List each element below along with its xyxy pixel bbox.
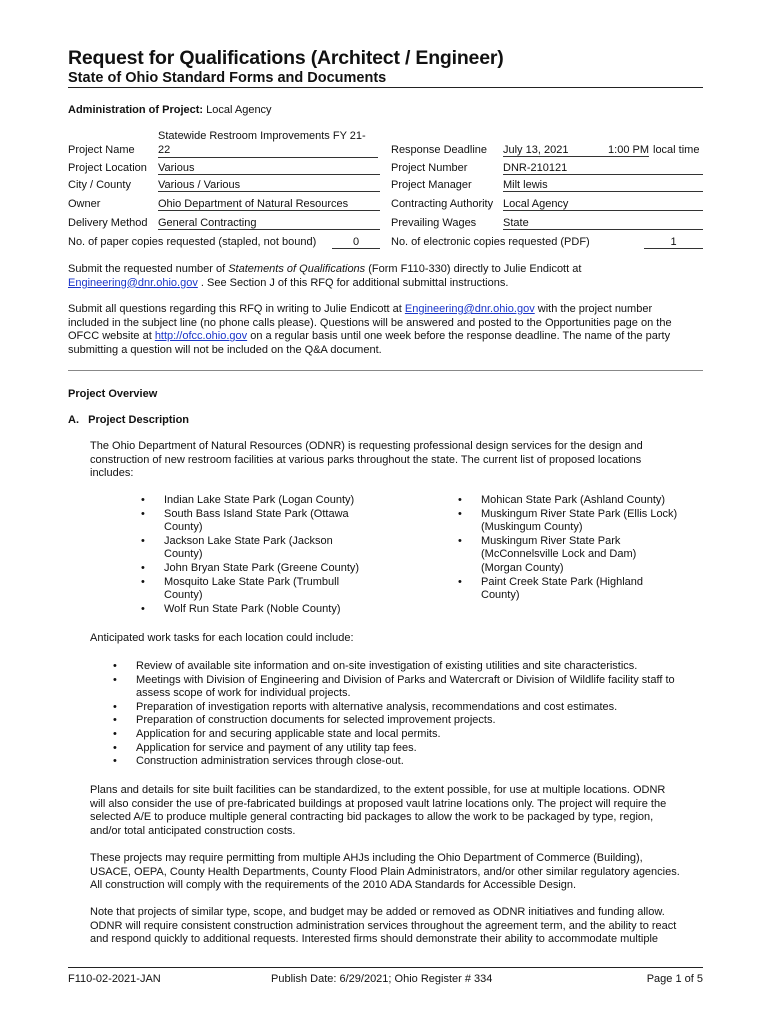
page-number: Page 1 of 5 — [646, 973, 703, 985]
delivery-method-field[interactable]: General Contracting — [158, 217, 380, 230]
list-item: • Application for and securing applicable state and local permits. — [113, 728, 703, 742]
city-county-label: City / County — [68, 179, 131, 191]
response-deadline-date[interactable]: July 13, 2021 — [503, 144, 615, 157]
submit-paragraph — [68, 263, 703, 290]
publish-date: Publish Date: 6/29/2021; Ohio Register # 334 — [271, 973, 493, 985]
response-deadline-time[interactable]: 1:00 PM — [599, 144, 649, 157]
questions-email-link[interactable]: Engineering@dnr.ohio.gov — [404, 303, 535, 315]
description-intro — [90, 440, 702, 481]
list-item: • Paint Creek State Park (Highland County) — [458, 576, 703, 603]
owner-label: Owner — [68, 198, 101, 210]
tasks-list — [113, 660, 703, 769]
electronic-copies-field[interactable]: 1 — [644, 236, 703, 249]
submit-text-3: . See Section J of this RFQ for additional submittal instructions. — [197, 276, 509, 289]
project-name-line2: 22 — [158, 144, 378, 159]
electronic-copies-label: No. of electronic copies requested (PDF) — [391, 236, 590, 248]
section-divider — [68, 370, 703, 371]
list-item: • Wolf Run State Park (Noble County) — [141, 603, 381, 617]
project-manager-label: Project Manager — [391, 179, 472, 191]
owner-field[interactable]: Ohio Department of Natural Resources — [158, 198, 380, 211]
administration-value: Local Agency — [206, 104, 272, 116]
project-location-field[interactable]: Various — [158, 162, 380, 175]
list-item: • Application for service and payment of any utility tap fees. — [113, 742, 703, 756]
questions-line-3b: on a regular basis until one week before the response deadline. The name of the party — [247, 330, 671, 343]
tasks-intro: Anticipated work tasks for each location could include: — [90, 632, 354, 644]
plans-paragraph: Plans and details for site built facilities can be standardized, to the extent possible, for use at multiple locations. ODNR will also consider the use of pre-fabricated buildings at proposed vault latrine locations only. The project will require the selected A/E to produce multiple general contracting bid packages to allow the work to be packaged by type, region, and/or total anticipated construction costs. — [90, 784, 667, 837]
document-subtitle: State of Ohio Standard Forms and Documents — [68, 70, 387, 86]
project-number-label: Project Number — [391, 162, 468, 174]
project-name-line1: Statewide Restroom Improvements FY 21- — [158, 130, 366, 142]
project-overview-heading: Project Overview — [68, 388, 158, 400]
delivery-method-label: Delivery Method — [68, 217, 148, 229]
list-item: • Preparation of investigation reports with alternative analysis, recommendations and cost estimates. — [113, 701, 703, 715]
list-item: • Mosquito Lake State Park (Trumbull County) — [141, 576, 381, 603]
list-item: • Meetings with Division of Engineering and Division of Parks and Watercraft or Division of Wildlife facility staff to assess scope of work for individual projects. — [113, 674, 703, 701]
list-item: • Construction administration services through close-out. — [113, 755, 703, 769]
city-county-field[interactable]: Various / Various — [158, 179, 380, 192]
project-name-field[interactable] — [158, 130, 378, 158]
list-item: • John Bryan State Park (Greene County) — [141, 562, 381, 576]
ofcc-website-link[interactable]: http://ofcc.ohio.gov — [154, 330, 248, 343]
project-location-label: Project Location — [68, 162, 147, 174]
questions-paragraph — [68, 303, 703, 357]
locations-list-right — [458, 494, 703, 603]
local-time-label: local time — [653, 144, 700, 156]
project-description-heading: A. Project Description — [68, 414, 190, 426]
questions-line-3a: OFCC website at — [68, 330, 155, 343]
list-item: • Muskingum River State Park (Ellis Lock) (Muskingum County) — [458, 508, 703, 535]
list-item: • Indian Lake State Park (Logan County) — [141, 494, 381, 508]
list-item: • Review of available site information and on-site investigation of existing utilities and site characteristics. — [113, 660, 703, 674]
intro-line: includes: — [90, 467, 134, 480]
administration-line — [68, 104, 272, 116]
questions-line-4: submitting a question will not be included on the Q&A document. — [68, 343, 382, 356]
intro-line: The Ohio Department of Natural Resources (ODNR) is requesting professional design services for the design and — [90, 440, 643, 452]
questions-text: Submit all questions regarding this RFQ in writing to Julie Endicott at — [68, 303, 405, 315]
prevailing-wages-label: Prevailing Wages — [391, 217, 477, 229]
questions-line-2: included in the subject line (no phone calls please). Questions will be answered and posted to the Opportunities page on the — [68, 316, 672, 329]
document-page — [68, 0, 703, 1024]
list-item: • Muskingum River State Park (McConnelsville Lock and Dam) (Morgan County) — [458, 535, 703, 576]
list-item: • Jackson Lake State Park (Jackson County) — [141, 535, 381, 562]
administration-label: Administration of Project: — [68, 104, 204, 116]
header-rule — [68, 87, 703, 88]
project-number-field[interactable]: DNR-210121 — [503, 162, 703, 175]
project-name-label: Project Name — [68, 144, 135, 156]
permits-paragraph: These projects may require permitting from multiple AHJs including the Ohio Department of Commerce (Building), USACE, OEPA, County Health Departments, County Flood Plain Administrators, and/or other similar regulatory agencies. All construction will comply with the requirements of the 2010 ADA Standards for Accessible Design. — [90, 852, 680, 892]
intro-line: construction of new restroom facilities at various parks throughout the state. The current list of proposed locations — [90, 453, 642, 466]
paper-copies-label: No. of paper copies requested (stapled, not bound) — [68, 236, 317, 248]
submit-text-2: (Form F110-330) directly to Julie Endicott at — [365, 263, 582, 275]
locations-list-left — [141, 494, 381, 616]
form-id: F110-02-2021-JAN — [68, 973, 161, 985]
list-item: • South Bass Island State Park (Ottawa County) — [141, 508, 381, 535]
response-deadline-label: Response Deadline — [391, 144, 488, 156]
soq-italic: Statements of Qualifications — [228, 263, 366, 275]
submit-text: Submit the requested number of — [68, 263, 229, 275]
footer-rule — [68, 967, 703, 968]
prevailing-wages-field[interactable]: State — [503, 217, 703, 230]
contracting-authority-label: Contracting Authority — [391, 198, 494, 210]
list-item: • Mohican State Park (Ashland County) — [458, 494, 703, 508]
paper-copies-field[interactable]: 0 — [332, 236, 380, 249]
contracting-authority-field[interactable]: Local Agency — [503, 198, 703, 211]
questions-text-2: with the project number — [534, 303, 653, 315]
note-paragraph: Note that projects of similar type, scope, and budget may be added or removed as ODNR initiatives and funding allow. ODNR will require consistent construction administration services throughout the agreement term, and the ability to react and respond quickly to additional requests. Interested firms should demonstrate their ability to accommodate multiple — [90, 906, 677, 946]
list-item: • Preparation of construction documents for selected improvement projects. — [113, 714, 703, 728]
project-manager-field[interactable]: Milt lewis — [503, 179, 703, 192]
document-title: Request for Qualifications (Architect / Engineer) — [68, 47, 504, 69]
engineering-email-link[interactable]: Engineering@dnr.ohio.gov — [68, 276, 198, 289]
